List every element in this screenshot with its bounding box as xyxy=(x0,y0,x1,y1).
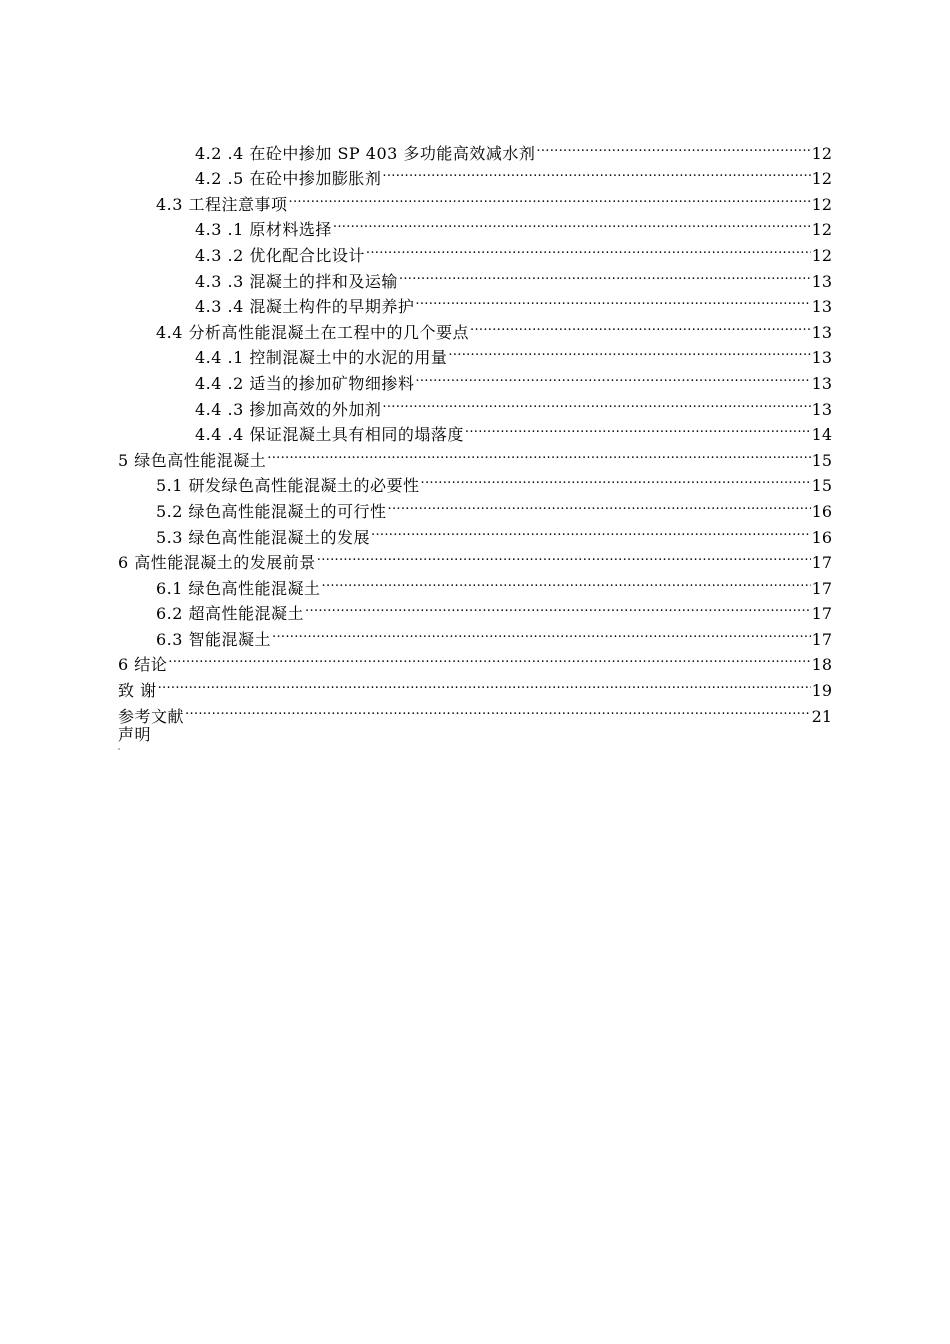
toc-entry[interactable] xyxy=(118,670,832,701)
toc-dot-leader xyxy=(536,133,810,159)
toc-entry-page-number: 21 xyxy=(811,706,832,726)
toc-dot-leader xyxy=(272,619,811,645)
toc-entry[interactable] xyxy=(118,722,832,748)
toc-entry-page-number: 14 xyxy=(811,425,832,445)
toc-entry-page-number: 13 xyxy=(811,348,832,368)
toc-dot-leader xyxy=(448,338,810,364)
toc-dot-leader xyxy=(470,312,811,338)
toc-entry-label: 5.2 绿色高性能混凝土的可行性 xyxy=(156,501,387,521)
toc-entry-label: 6 结论 xyxy=(118,655,168,675)
toc-entry-label: 4.2 .5 在砼中掺加膨胀剂 xyxy=(195,169,382,189)
toc-dot-leader xyxy=(289,184,811,210)
toc-entry-label: 6.2 超高性能混凝土 xyxy=(156,604,305,624)
toc-entry-label: 5.1 研发绿色高性能混凝土的必要性 xyxy=(156,476,420,496)
toc-entry-label: 4.4 .4 保证混凝土具有相同的塌落度 xyxy=(195,425,464,445)
toc-dot-leader xyxy=(305,594,811,620)
toc-entry-label: 4.4 .3 掺加高效的外加剂 xyxy=(195,399,382,419)
toc-entry-page-number: 12 xyxy=(811,194,832,214)
toc-entry-label: 致 谢 xyxy=(118,681,157,701)
toc-entry-label: 6 高性能混凝土的发展前景 xyxy=(118,553,316,573)
toc-entry-label: 5 绿色高性能混凝土 xyxy=(118,450,267,470)
toc-entry[interactable] xyxy=(118,645,832,675)
toc-dot-leader xyxy=(382,389,810,415)
toc-entry[interactable] xyxy=(118,133,832,163)
toc-entry-page-number: 13 xyxy=(811,297,832,317)
toc-entry-label: 声明 xyxy=(118,724,152,744)
toc-dot-leader xyxy=(388,491,811,517)
toc-dot-leader xyxy=(421,466,811,492)
toc-entry-label: 4.4 .2 适当的掺加矿物细掺料 xyxy=(195,373,415,393)
toc-entry-page-number: 12 xyxy=(811,143,832,163)
toc-entry-label: 6.1 绿色高性能混凝土 xyxy=(156,578,321,598)
toc-entry-page-number: 12 xyxy=(811,169,832,189)
toc-dot-leader xyxy=(168,645,810,671)
toc-dot-leader xyxy=(371,517,811,543)
toc-entry-label: 4.3 .2 优化配合比设计 xyxy=(195,245,365,265)
toc-entry-page-number: 15 xyxy=(811,450,832,470)
toc-entry-label: 6.3 智能混凝土 xyxy=(156,629,272,649)
toc-dot-leader xyxy=(267,440,810,466)
toc-entry-label: 4.3 .1 原材料选择 xyxy=(195,220,332,240)
toc-entry-label: 4.4 .1 控制混凝土中的水泥的用量 xyxy=(195,348,448,368)
toc-entry-label: 4.3 工程注意事项 xyxy=(156,194,288,214)
toc-dot-leader xyxy=(317,543,811,569)
toc-dot-leader xyxy=(158,670,811,696)
toc-entry-page-number: 15 xyxy=(811,476,832,496)
toc-entry-page-number: 13 xyxy=(811,399,832,419)
toc-entry-label: 4.4 分析高性能混凝土在工程中的几个要点 xyxy=(156,322,470,342)
toc-entry-label: 4.3 .3 混凝土的拌和及运输 xyxy=(195,271,398,291)
toc-entry-page-number: 12 xyxy=(811,220,832,240)
toc-entry[interactable] xyxy=(118,696,832,726)
toc-entry-page-number: 13 xyxy=(811,373,832,393)
toc-entry-page-number: 16 xyxy=(811,527,832,547)
toc-entry-label: 4.3 .4 混凝土构件的早期养护 xyxy=(195,297,415,317)
toc-entry-page-number: 17 xyxy=(811,604,832,624)
toc-entry-page-number: 19 xyxy=(811,681,832,701)
toc-dot-leader xyxy=(185,696,811,722)
toc-entry-page-number: 17 xyxy=(811,553,832,573)
toc-dot-leader xyxy=(333,210,811,236)
stray-mark xyxy=(118,748,120,750)
toc-dot-leader xyxy=(322,568,811,594)
toc-entry-page-number: 18 xyxy=(811,655,832,675)
toc-entry-page-number: 13 xyxy=(811,271,832,291)
table-of-contents xyxy=(118,133,832,747)
toc-dot-leader xyxy=(415,287,810,313)
toc-dot-leader xyxy=(382,159,810,185)
toc-entry-page-number: 17 xyxy=(811,578,832,598)
toc-entry-label: 5.3 绿色高性能混凝土的发展 xyxy=(156,527,371,547)
toc-entry-label: 参考文献 xyxy=(118,706,185,726)
toc-entry-label: 4.2 .4 在砼中掺加 SP 403 多功能高效减水剂 xyxy=(195,143,536,163)
toc-dot-leader xyxy=(399,261,811,287)
toc-dot-leader xyxy=(366,235,811,261)
toc-entry-page-number: 13 xyxy=(811,322,832,342)
toc-entry-page-number: 12 xyxy=(811,245,832,265)
toc-entry-page-number: 17 xyxy=(811,629,832,649)
toc-dot-leader xyxy=(465,415,811,441)
toc-entry-page-number: 16 xyxy=(811,501,832,521)
toc-dot-leader xyxy=(415,363,810,389)
